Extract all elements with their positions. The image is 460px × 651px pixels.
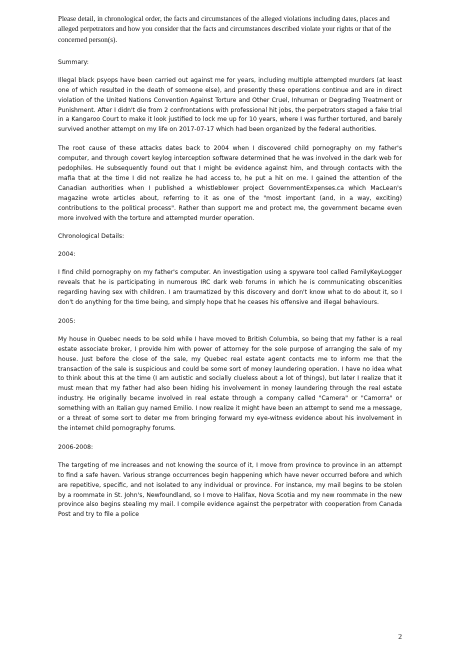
chronological-heading: Chronological Details: [58, 233, 125, 241]
year-2004-paragraph: I find child pornography on my father's computer. An investigation using a spyware tool called FamilyKeyLogger reveals that he is participating in numerous IRC dark web forums in which he is communicating obscenities regarding having sex with children. I am traumatized by this discovery and don't know what to do about it, so I don't do anything for the time being, and simply hope that he ceases his offensive and illegal behaviours. [58, 269, 402, 307]
year-2004-heading: 2004: [58, 251, 76, 259]
summary-paragraph-1: Illegal black psyops have been carried out against me for years, including multiple attempted murders (at least one of which resulted in the death of someone else), and presently these operations continue and are in direct violation of the United Nations Convention Against Torture and Other Cruel, Inhuman or Degrading Treatment or Punishment. After I didn't die from 2 confrontations with professional hit jobs, the perpetrators staged a fake trial in a Kangaroo Court to make it look justified to lock me up for 10 years, where I was further tortured, and barely survived another attempt on my life on 2017-07-17 which had been organized by the federal authorities. [58, 76, 402, 134]
document-body [58, 58, 402, 520]
year-2005-heading: 2005: [58, 317, 76, 325]
year-2006-2008-paragraph: The targeting of me increases and not knowing the source of it, I move from province to province in an attempt to find a safe haven. Various strange occurrences begin happening which have never occurred before and which are repetitive, specific, and not isolated to any individual or province. For instance, my mail begins to be stolen by a roommate in St. John's, Newfoundland, so I move to Halifax, Nova Scotia and my new roommate in the new province also begins stealing my mail. I compile evidence against the perpetrator with cooperation from Canada Post and try to file a police [58, 461, 402, 519]
year-2005-paragraph: My house in Quebec needs to be sold while I have moved to British Columbia, so being that my father is a real estate associate broker, I provide him with power of attorney for the sole purpose of arranging the sale of my house. Just before the close of the sale, my Quebec real estate agent contacts me to inform me that the transaction of the sale is suspicious and could be some sort of money laundering operation. I have no idea what to think about this at the time (I am autistic and socially clueless about a lot of things), but later I realize that it must mean that my father had also been hiding his involvement in money laundering through the real estate industry. He originally became involved in real estate through a company called "Camera" or "Camorra" or something with an Italian guy named Emilio. I now realize it might have been an attempt to send me a message, or a threat of some sort to deter me from bringing forward my eye-witness evidence about his involvement in the internet child pornography forums. [58, 335, 402, 432]
intro-instructions: Please detail, in chronological order, the facts and circumstances of the alleged violations including dates, places and alleged perpetrators and how you consider that the facts and circumstances described violate your rights or that of the concerned person(s). [58, 15, 392, 44]
year-2006-2008-heading: 2006-2008: [58, 443, 93, 451]
summary-paragraph-2: The root cause of these attacks dates back to 2004 when I discovered child pornography on my father's computer, and through covert keylog interception software determined that he was involved in the dark web for pedophiles. He subsequently found out that I might be evidence against him, and through contacts with the mafia that at the time I did not realize he had access to, he put a hit on me. I gained the attention of the Canadian authorities when I published a whistleblower project GovernmentExpenses.ca which MacLean's magazine wrote articles about, referring to it as one of the "most important (and, in a way, exciting) contributions to the political process". Rather than support me and protect me, the government became even more involved with the torture and attempted murder operation. [58, 145, 402, 222]
summary-heading: Summary: [58, 58, 89, 66]
page-number: 2 [398, 632, 402, 641]
